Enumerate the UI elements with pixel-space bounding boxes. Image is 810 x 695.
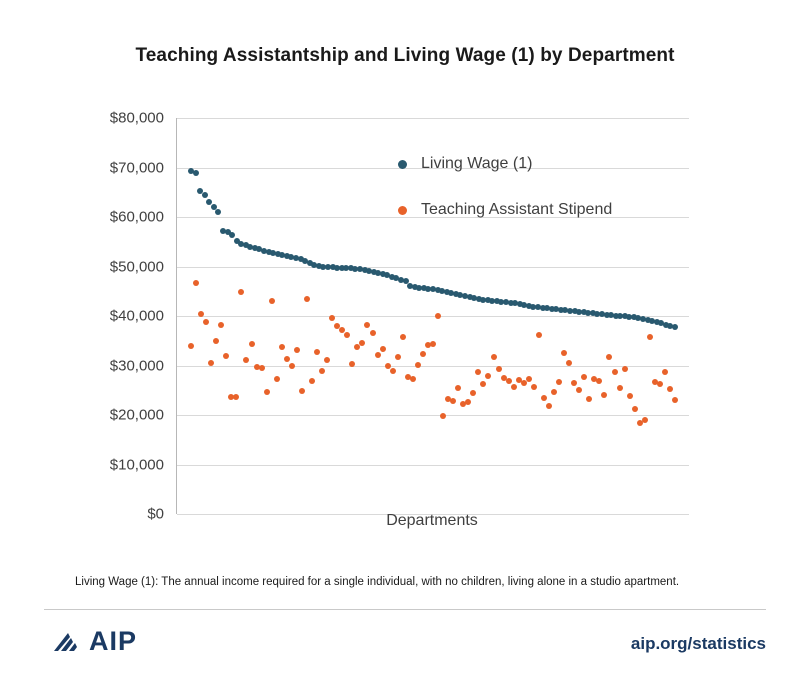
- data-point: [410, 376, 416, 382]
- data-point: [541, 395, 547, 401]
- legend-swatch-icon: [398, 160, 407, 169]
- data-point: [662, 369, 668, 375]
- data-point: [511, 384, 517, 390]
- data-point: [233, 394, 239, 400]
- x-axis-title: Departments: [386, 512, 478, 529]
- data-point: [455, 385, 461, 391]
- data-point: [314, 349, 320, 355]
- gridline: [177, 465, 689, 466]
- footnote: Living Wage (1): The annual income required for a single individual, with no children, living alone in a studio apartment.: [75, 576, 680, 588]
- data-point: [475, 369, 481, 375]
- data-point: [526, 376, 532, 382]
- data-point: [551, 389, 557, 395]
- data-point: [279, 344, 285, 350]
- y-axis-tick-label: $70,000: [109, 159, 164, 176]
- data-point: [304, 296, 310, 302]
- y-axis-tick-label: $40,000: [109, 307, 164, 325]
- data-point: [606, 354, 612, 360]
- data-point: [672, 397, 678, 403]
- data-point: [480, 381, 486, 387]
- data-point: [627, 393, 633, 399]
- data-point: [215, 209, 221, 215]
- data-point: [435, 313, 441, 319]
- data-point: [612, 369, 618, 375]
- data-point: [380, 346, 386, 352]
- chart-legend: [398, 148, 698, 240]
- data-point: [536, 332, 542, 338]
- data-point: [430, 341, 436, 347]
- data-point: [400, 334, 406, 340]
- data-point: [202, 192, 208, 198]
- data-point: [213, 338, 219, 344]
- data-point: [289, 363, 295, 369]
- data-point: [238, 289, 244, 295]
- data-point: [364, 322, 370, 328]
- data-point: [264, 389, 270, 395]
- data-point: [485, 373, 491, 379]
- data-point: [657, 381, 663, 387]
- data-point: [274, 376, 280, 382]
- data-point: [531, 384, 537, 390]
- data-point: [571, 380, 577, 386]
- data-point: [259, 365, 265, 371]
- data-point: [395, 354, 401, 360]
- data-point: [506, 378, 512, 384]
- data-point: [576, 387, 582, 393]
- y-axis-tick-label: $10,000: [109, 456, 164, 473]
- data-point: [269, 298, 275, 304]
- data-point: [601, 392, 607, 398]
- divider: [44, 609, 766, 610]
- data-point: [581, 374, 587, 380]
- data-point: [284, 356, 290, 362]
- data-point: [440, 413, 446, 419]
- legend-label: Living Wage (1): [421, 155, 533, 172]
- data-point: [491, 354, 497, 360]
- gridline: [177, 267, 689, 268]
- y-axis-ticks: [0, 109, 164, 523]
- data-point: [359, 340, 365, 346]
- data-point: [617, 385, 623, 391]
- data-point: [229, 232, 235, 238]
- gridline: [177, 415, 689, 416]
- data-point: [309, 378, 315, 384]
- site-url[interactable]: aip.org/statistics: [630, 634, 766, 653]
- data-point: [561, 350, 567, 356]
- data-point: [496, 366, 502, 372]
- data-point: [556, 379, 562, 385]
- data-point: [344, 332, 350, 338]
- data-point: [329, 315, 335, 321]
- y-axis-tick-label: $0: [147, 505, 164, 523]
- data-point: [546, 403, 552, 409]
- data-point: [420, 351, 426, 357]
- data-point: [470, 390, 476, 396]
- data-point: [188, 343, 194, 349]
- data-point: [586, 396, 592, 402]
- y-axis-tick-label: $20,000: [109, 406, 164, 424]
- data-point: [370, 330, 376, 336]
- data-point: [223, 353, 229, 359]
- data-point: [672, 324, 678, 330]
- page-title: Teaching Assistantship and Living Wage (1) by Department: [135, 45, 675, 66]
- data-point: [622, 366, 628, 372]
- y-axis-tick-label: $30,000: [109, 357, 164, 374]
- data-point: [596, 378, 602, 384]
- data-point: [218, 322, 224, 328]
- data-point: [450, 398, 456, 404]
- data-point: [647, 334, 653, 340]
- data-point: [193, 170, 199, 176]
- y-axis-tick-label: $80,000: [109, 109, 164, 127]
- data-point: [375, 352, 381, 358]
- legend-item-ta-stipend: [398, 194, 698, 226]
- data-point: [299, 388, 305, 394]
- data-point: [249, 341, 255, 347]
- data-point: [193, 280, 199, 286]
- legend-item-living-wage: [398, 148, 698, 180]
- legend-label: Teaching Assistant Stipend: [421, 201, 613, 218]
- aip-logo: [52, 628, 137, 655]
- data-point: [324, 357, 330, 363]
- data-point: [465, 399, 471, 405]
- legend-swatch-icon: [398, 206, 407, 215]
- data-point: [390, 368, 396, 374]
- data-point: [294, 347, 300, 353]
- data-point: [203, 319, 209, 325]
- y-axis-tick-label: $50,000: [109, 258, 164, 275]
- data-point: [319, 368, 325, 374]
- data-point: [667, 386, 673, 392]
- gridline: [177, 118, 689, 119]
- data-point: [415, 362, 421, 368]
- data-point: [243, 357, 249, 363]
- data-point: [632, 406, 638, 412]
- aip-logo-text: AIP: [89, 626, 138, 656]
- aip-mark-icon: [52, 629, 82, 655]
- data-point: [642, 417, 648, 423]
- y-axis-tick-label: $60,000: [109, 208, 164, 226]
